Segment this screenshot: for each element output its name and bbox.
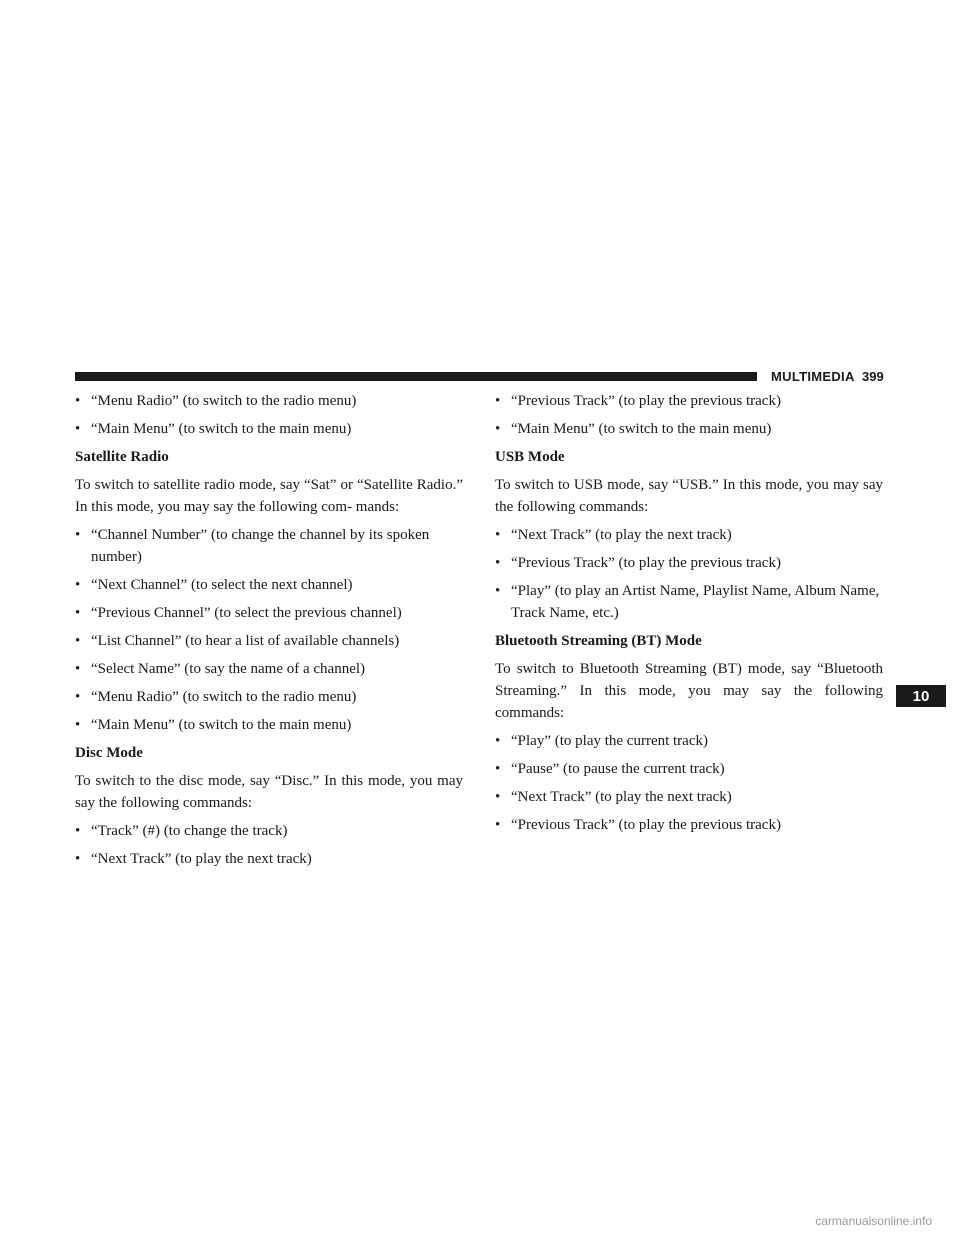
list-item-text: “Play” (to play an Artist Name, Playlist Name, Album Name, Track Name, etc.) xyxy=(511,583,880,621)
list-item xyxy=(75,418,463,440)
list-item-text: “Previous Track” (to play the previous track) xyxy=(511,817,781,833)
paragraph: To switch to Bluetooth Streaming (BT) mode, say “Bluetooth Streaming.” In this mode, you may say the following commands: xyxy=(495,661,883,721)
list-item xyxy=(75,390,463,412)
list-item-text: “Pause” (to pause the current track) xyxy=(511,761,725,777)
list-item-text: “Next Channel” (to select the next channel) xyxy=(91,577,353,593)
bullet-icon: • xyxy=(75,393,81,409)
list-item xyxy=(75,630,463,652)
bullet-icon: • xyxy=(495,555,501,571)
bullet-icon: • xyxy=(75,717,81,733)
list-item-text: “Channel Number” (to change the channel by its spoken number) xyxy=(91,527,430,565)
left-column xyxy=(75,390,463,876)
bullet-icon: • xyxy=(75,823,81,839)
bullet-icon: • xyxy=(75,421,81,437)
list-item-text: “Main Menu” (to switch to the main menu) xyxy=(91,421,352,437)
list-item xyxy=(495,552,883,574)
page-number: 399 xyxy=(862,369,884,384)
bullet-icon: • xyxy=(495,527,501,543)
list-item-text: “List Channel” (to hear a list of available channels) xyxy=(91,633,400,649)
bullet-icon: • xyxy=(495,733,501,749)
list-item-text: “Main Menu” (to switch to the main menu) xyxy=(91,717,352,733)
watermark[interactable]: carmanualsonline.info xyxy=(815,1214,932,1228)
list-item xyxy=(495,730,883,752)
list-item xyxy=(75,820,463,842)
bullet-icon: • xyxy=(495,789,501,805)
list-item-text: “Play” (to play the current track) xyxy=(511,733,708,749)
bullet-icon: • xyxy=(75,605,81,621)
list-item-text: “Track” (#) (to change the track) xyxy=(91,823,288,839)
bullet-icon: • xyxy=(75,577,81,593)
list-item xyxy=(75,686,463,708)
paragraph: To switch to the disc mode, say “Disc.” In this mode, you may say the following commands: xyxy=(75,773,463,811)
header-rule xyxy=(75,372,757,381)
section-title: MULTIMEDIA xyxy=(771,369,855,384)
section-heading: Bluetooth Streaming (BT) Mode xyxy=(495,633,702,649)
list-item xyxy=(495,524,883,546)
list-item xyxy=(495,580,883,624)
list-item xyxy=(495,390,883,412)
list-item xyxy=(75,848,463,870)
list-item xyxy=(75,602,463,624)
section-heading: Disc Mode xyxy=(75,745,143,761)
list-item-text: “Menu Radio” (to switch to the radio menu) xyxy=(91,689,357,705)
list-item-text: “Next Track” (to play the next track) xyxy=(511,789,732,805)
bullet-icon: • xyxy=(75,851,81,867)
paragraph: To switch to satellite radio mode, say “Sat” or “Satellite Radio.” In this mode, you may say the following com- mands: xyxy=(75,477,463,515)
list-item-text: “Previous Channel” (to select the previous channel) xyxy=(91,605,402,621)
bullet-icon: • xyxy=(75,527,81,543)
chapter-tab: 10 xyxy=(896,685,946,707)
right-column xyxy=(495,390,883,842)
bullet-icon: • xyxy=(495,583,501,599)
section-heading: USB Mode xyxy=(495,449,565,465)
list-item-text: “Main Menu” (to switch to the main menu) xyxy=(511,421,772,437)
list-item xyxy=(75,524,463,568)
bullet-icon: • xyxy=(495,421,501,437)
list-item-text: “Next Track” (to play the next track) xyxy=(511,527,732,543)
list-item xyxy=(495,418,883,440)
list-item xyxy=(495,814,883,836)
bullet-icon: • xyxy=(495,393,501,409)
list-item-text: “Select Name” (to say the name of a channel) xyxy=(91,661,366,677)
paragraph: To switch to USB mode, say “USB.” In this mode, you may say the following commands: xyxy=(495,477,883,515)
list-item xyxy=(495,758,883,780)
list-item-text: “Previous Track” (to play the previous track) xyxy=(511,393,781,409)
list-item xyxy=(75,658,463,680)
section-heading: Satellite Radio xyxy=(75,449,169,465)
list-item xyxy=(495,786,883,808)
bullet-icon: • xyxy=(75,689,81,705)
bullet-icon: • xyxy=(75,633,81,649)
list-item-text: “Previous Track” (to play the previous track) xyxy=(511,555,781,571)
list-item xyxy=(75,714,463,736)
bullet-icon: • xyxy=(495,761,501,777)
bullet-icon: • xyxy=(75,661,81,677)
bullet-icon: • xyxy=(495,817,501,833)
list-item-text: “Menu Radio” (to switch to the radio menu) xyxy=(91,393,357,409)
list-item-text: “Next Track” (to play the next track) xyxy=(91,851,312,867)
list-item xyxy=(75,574,463,596)
